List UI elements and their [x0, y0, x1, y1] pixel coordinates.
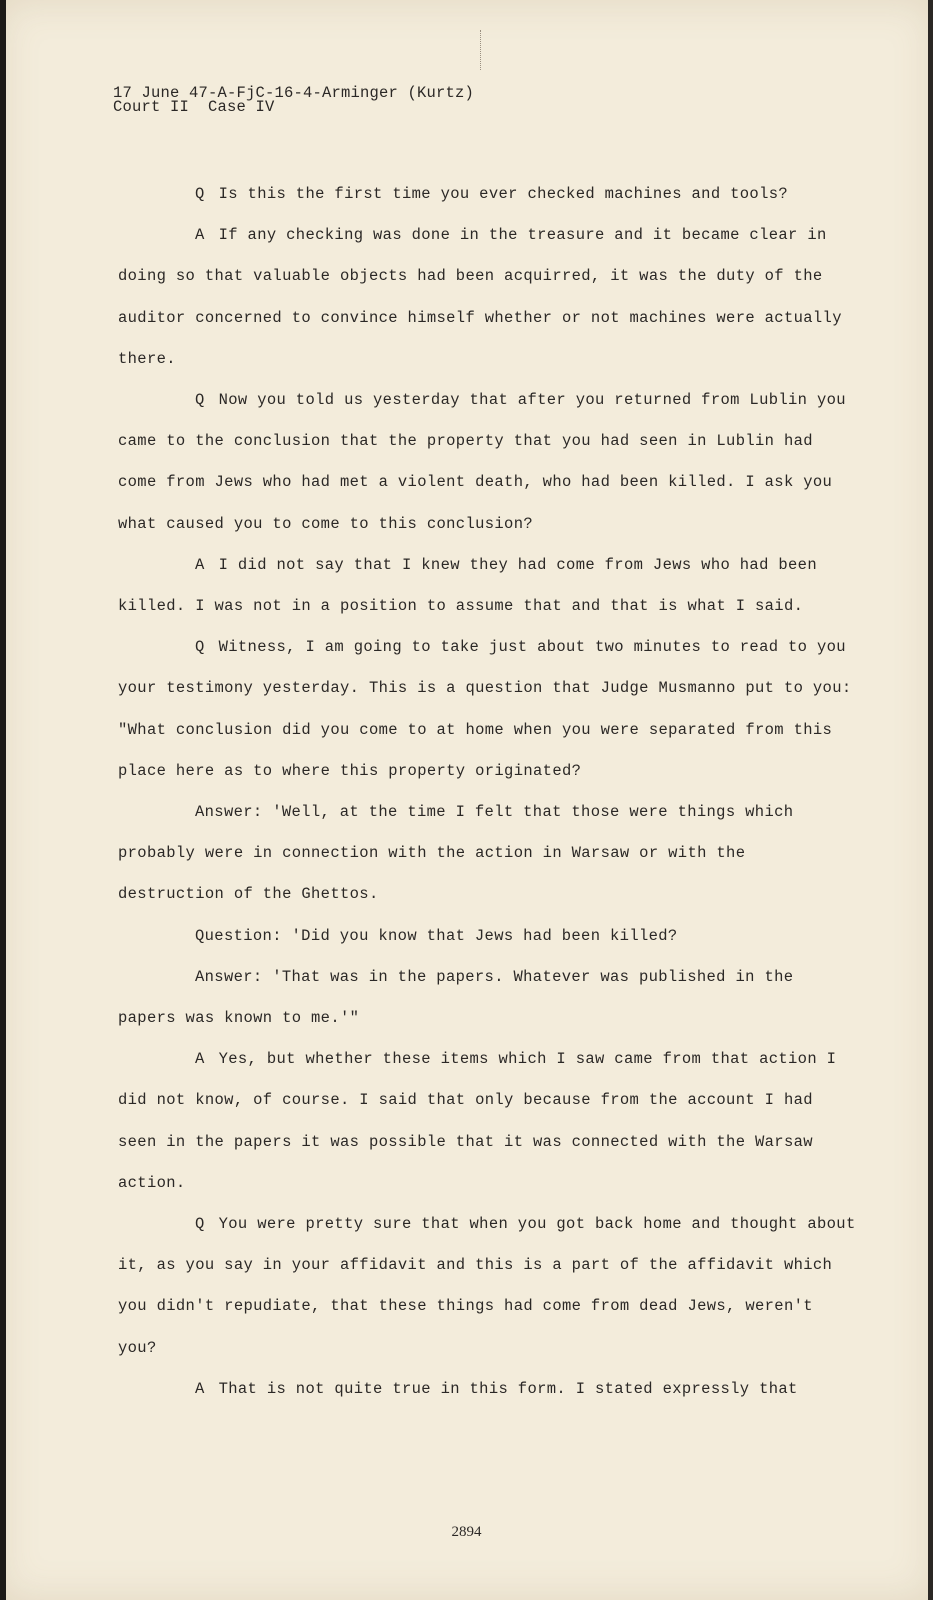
- scan-edge-left: [0, 0, 6, 1600]
- paragraph-text: Answer: 'Well, at the time I felt that those were things which probably were in connection with the action in Warsaw or with the destruction of the Ghettos.: [118, 803, 794, 904]
- speaker-marker: A: [195, 226, 205, 245]
- transcript-paragraph: [118, 916, 858, 957]
- speaker-marker: A: [195, 555, 205, 574]
- transcript-paragraph: [118, 957, 858, 1039]
- paragraph-text: I did not say that I knew they had come from Jews who had been killed. I was not in a position to assume that and that is what I said.: [118, 555, 817, 616]
- paragraph-text: Answer: 'That was in the papers. Whatever was published in the papers was known to me.'": [118, 967, 794, 1028]
- speaker-marker: A: [195, 1050, 205, 1069]
- paragraph-text: You were pretty sure that when you got back home and thought about it, as you say in your affidavit and this is a part of the affidavit which you didn't repudiate, that these things had come from dead Jews, weren't you?: [118, 1215, 856, 1357]
- speaker-marker: Q: [195, 185, 205, 203]
- paragraph-text: That is not quite true in this form. I stated expressly that: [218, 1379, 798, 1398]
- document-header: [113, 86, 474, 114]
- transcript-paragraph: [118, 627, 858, 792]
- transcript-paragraph: [118, 380, 858, 545]
- speaker-marker: Q: [195, 638, 205, 657]
- header-line-date-code: 17 June 47-A-FjC-16-4-Arminger (Kurtz): [113, 84, 475, 102]
- scan-edge-right: [928, 0, 933, 1600]
- paragraph-text: Witness, I am going to take just about two minutes to read to you your testimony yesterday. This is a question that Judge Musmanno put to you: "What conclusion did you come to at home when you were separated from this place here as to where this property originated?: [118, 638, 852, 780]
- transcript-paragraph: [118, 545, 858, 627]
- punch-mark: [480, 30, 483, 70]
- transcript-body: [118, 174, 858, 1410]
- paragraph-text: Now you told us yesterday that after you returned from Lublin you came to the conclusion that the property that you had seen in Lublin had come from Jews who had met a violent death, who had been killed. I ask you what caused you to come to this conclusion?: [118, 391, 846, 533]
- transcript-paragraph: [118, 1039, 858, 1204]
- transcript-paragraph: [118, 792, 858, 916]
- transcript-paragraph: [118, 1204, 858, 1369]
- transcript-paragraph: [118, 1369, 858, 1410]
- paragraph-text: Yes, but whether these items which I saw came from that action I did not know, of course. I said that only because from the account I had seen in the papers it was possible that it was connected with the Warsaw action.: [118, 1050, 837, 1192]
- page-number: 2894: [451, 1524, 482, 1540]
- transcript-paragraph: [118, 215, 858, 380]
- header-line-court-case: Court II Case IV: [113, 98, 275, 116]
- speaker-marker: Q: [195, 1215, 205, 1234]
- speaker-marker: A: [195, 1379, 205, 1398]
- speaker-marker: Q: [195, 391, 205, 410]
- paragraph-text: Is this the first time you ever checked machines and tools?: [218, 185, 789, 203]
- paragraph-text: If any checking was done in the treasure and it became clear in doing so that valuable objects had been acquirred, it was the duty of the auditor concerned to convince himself whether or not machines were actually there.: [118, 226, 842, 368]
- paragraph-text: Question: 'Did you know that Jews had been killed?: [195, 926, 678, 945]
- transcript-paragraph: [118, 174, 858, 215]
